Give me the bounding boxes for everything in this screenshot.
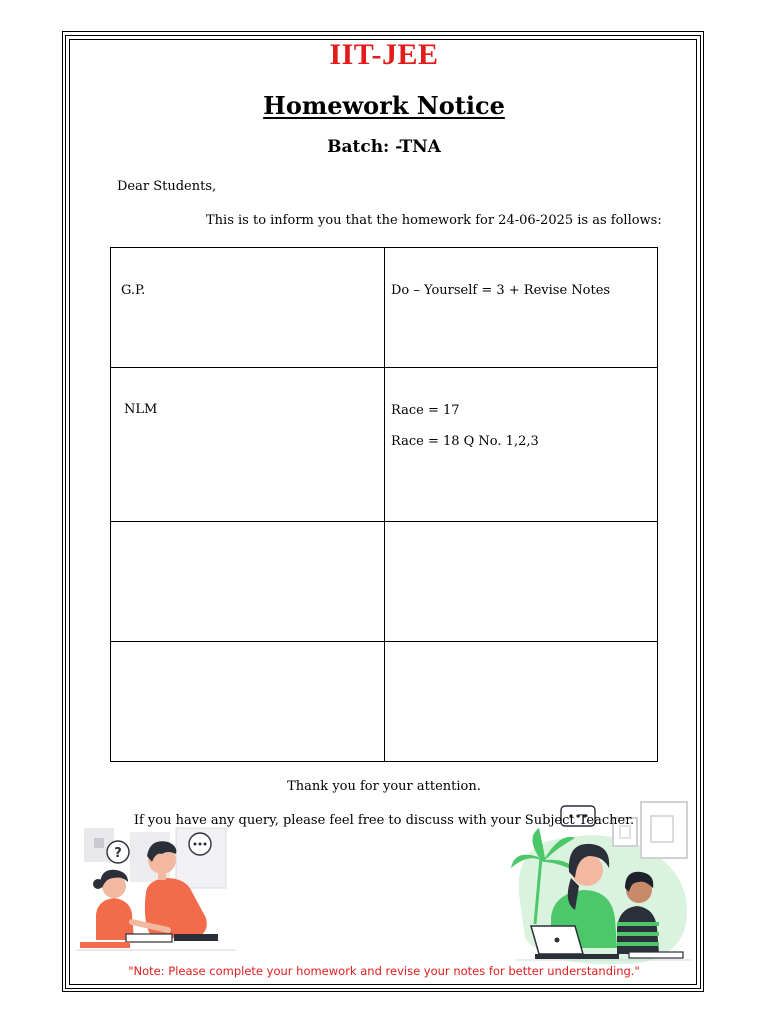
task-line: Race = 17 [391,403,460,418]
brand-title: IIT-JEE [329,38,439,71]
task-cell [385,522,658,642]
task-cell [385,642,658,762]
homework-table [110,247,658,762]
thanks-text: Thank you for your attention. [287,779,481,794]
table-row [111,642,658,762]
study-illustration-left [76,822,236,962]
table-row [111,248,658,368]
footer-note: "Note: Please complete your homework and revise your notes for better understanding." [128,964,640,978]
task-cell [385,368,658,522]
subject-name: NLM [124,402,158,417]
subject-cell [111,248,385,368]
notice-title: Homework Notice [263,91,505,120]
subject-cell [111,642,385,762]
table-row [111,368,658,522]
subject-cell [111,368,385,522]
table-row [111,522,658,642]
subject-cell [111,522,385,642]
task-cell [385,248,658,368]
query-text: If you have any query, please feel free to discuss with your Subject Teacher. [133,813,635,828]
batch-label: Batch: -TNA [327,137,441,157]
intro-text: This is to inform you that the homework for 24-06-2025 is as follows: [206,213,662,228]
task-line: Do – Yourself = 3 + Revise Notes [391,283,611,298]
ellipsis-bubble-icon [189,833,211,855]
svg-text:?: ? [114,846,122,861]
subject-name: G.P. [121,283,146,298]
salutation: Dear Students, [117,179,217,194]
task-line: Race = 18 Q No. 1,2,3 [391,434,539,449]
question-mark-bubble-icon [107,841,129,863]
